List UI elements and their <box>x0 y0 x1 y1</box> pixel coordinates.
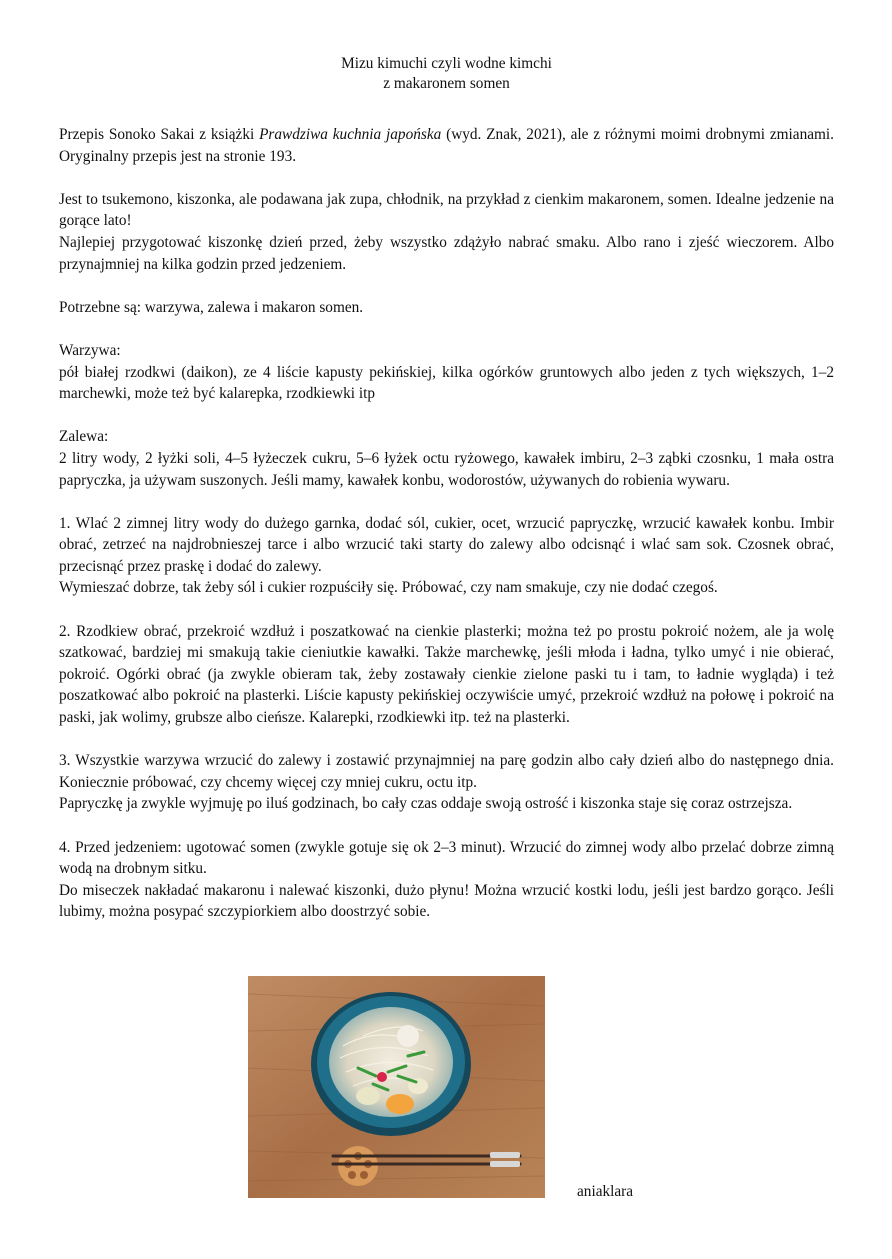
step-3-line-1: 3. Wszystkie warzywa wrzucić do zalewy i zostawić przynajmniej na parę godzin albo cały dzień albo do następnego dnia. Koniecznie próbować, czy chcemy więcej czy mniej cukru, octu itp. <box>59 752 834 791</box>
step-3-line-2: Papryczkę ja zwykle wyjmuję po iluś godzinach, bo cały czas oddaje swoją ostrość i kiszonka staje się coraz ostrzejsza. <box>59 795 793 813</box>
brine-section <box>59 426 834 491</box>
somen-bowl-photo <box>248 976 545 1198</box>
needed-paragraph: Potrzebne są: warzywa, zalewa i makaron somen. <box>59 298 364 316</box>
brine-text: 2 litry wody, 2 łyżki soli, 4–5 łyżeczek cukru, 5–6 łyżek octu ryżowego, kawałek imbiru, 2–3 ząbki czosnku, 1 mała ostra papryczka, ja używam suszonych. Jeśli mamy, kawałek konbu, wodorostów, używanych do robienia wywaru. <box>59 449 834 489</box>
vegetables-section <box>59 340 834 405</box>
author-signature: aniaklara <box>577 1183 634 1200</box>
step-4-line-1: 4. Przed jedzeniem: ugotować somen (zwykle gotuje się ok 2–3 minut). Wrzucić do zimnej wody albo przelać dobrze zimną wodą na drobnym sitku. <box>59 838 834 878</box>
step-1 <box>59 513 834 599</box>
step-1-line-2: Wymieszać dobrze, tak żeby sól i cukier rozpuściły się. Próbować, czy nam smakuje, czy nie dodać czegoś. <box>59 579 718 597</box>
intro-suffix: (wyd. Znak, 2021), ale z różnymi moimi drobnymi zmianami. Oryginalny przepis jest na stronie 193. <box>59 126 834 165</box>
vegetables-heading: Warzywa: <box>59 341 121 359</box>
title-line-2: z makaronem somen <box>383 75 510 92</box>
description-line-1: Jest to tsukemono, kiszonka, ale podawana jak zupa, chłodnik, na przykład z cienkim makaronem, somen. Idealne jedzenie na gorące lato! <box>59 190 834 230</box>
title-line-1: Mizu kimuchi czyli wodne kimchi <box>341 55 552 72</box>
book-title: Prawdziwa kuchnia japońska <box>259 126 442 143</box>
step-2 <box>59 621 834 729</box>
recipe-title <box>59 54 834 94</box>
intro-prefix: Przepis Sonoko Sakai z książki <box>59 126 260 143</box>
step-3 <box>59 750 834 815</box>
step-1-line-1: 1. Wlać 2 zimnej litry wody do dużego garnka, dodać sól, cukier, ocet, wrzucić papryczkę, wrzucić kawałek konbu. Imbir obrać, zetrzeć na najdrobnieszej tarce i albo wrzucić taki starty do zalewy albo odcisnąć i wlać sam sok. Czosnek obrać, przecisnąć przez praskę i dodać do zalewy. <box>59 514 834 575</box>
step-4-line-2: Do miseczek nakładać makaronu i nalewać kiszonki, dużo płynu! Można wrzucić kostki lodu, jeśli jest bardzo gorąco. Jeśli lubimy, można posypać szczypiorkiem albo doostrzyć sobie. <box>59 881 834 921</box>
description-paragraph <box>59 189 834 275</box>
recipe-document <box>59 54 834 945</box>
brine-heading: Zalewa: <box>59 428 109 446</box>
step-4 <box>59 837 834 923</box>
intro-paragraph <box>59 124 834 167</box>
step-2-line-1: 2. Rzodkiew obrać, przekroić wzdłuż i poszatkować na cienkie plasterki; można też po prostu pokroić nożem, ale ja wolę szatkować, bardziej mi smakują takie cieniutkie kawałki. Także marchewkę, jeśli młoda i ładna, tylko umyć i nie obierać, pokroić. Ogórki obrać (ja zwykle obieram tak, żeby zostawały cienkie zielone paski tu i tam, to ładnie wygląda) i też poszatkować albo pokroić na plasterki. Liście kapusty pekińskiej oczywiście umyć, przekroić wzdłuż na połowę i pokroić na paski, jak wolimy, grubsze albo cieńsze. Kalarepki, rzodkiewki itp. też na plasterki. <box>59 622 834 727</box>
description-line-2: Najlepiej przygotować kiszonkę dzień przed, żeby wszystko zdążyło nabrać smaku. Albo rano i zjeść wieczorem. Albo przynajmniej na kilka godzin przed jedzeniem. <box>59 233 834 273</box>
vegetables-text: pół białej rzodkwi (daikon), ze 4 liście kapusty pekińskiej, kilka ogórków gruntowych albo jeden z tych większych, 1–2 marchewki, może też być kalarepka, rzodkiewki itp <box>59 363 834 403</box>
